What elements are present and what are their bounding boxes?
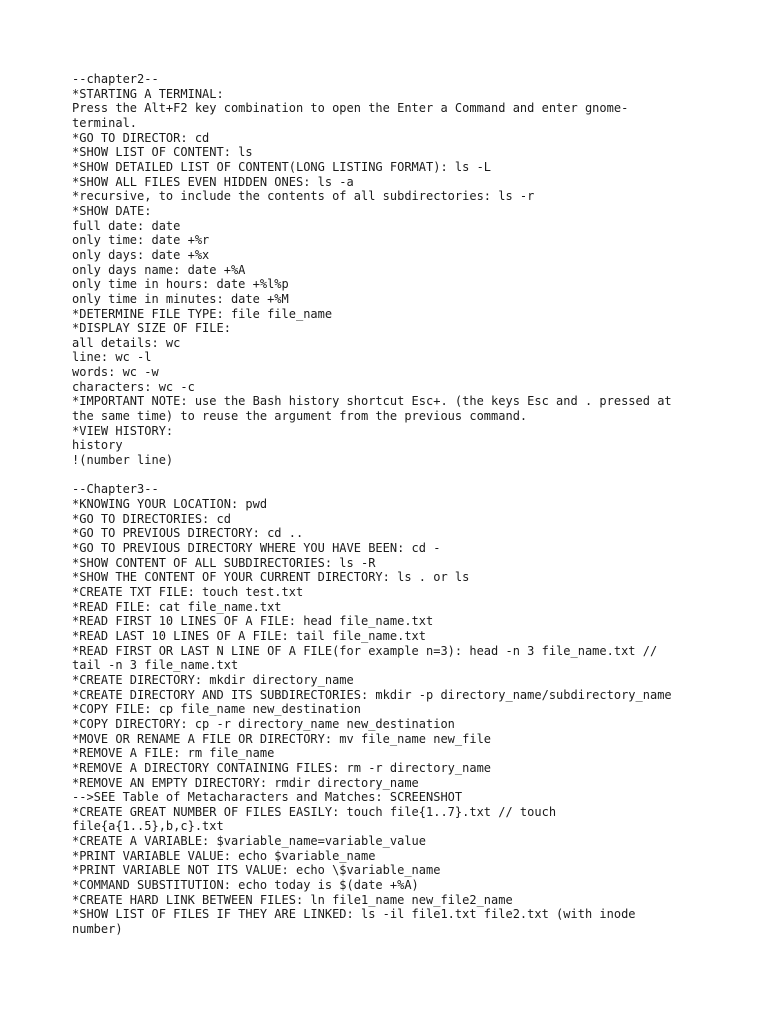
command-line: *MOVE OR RENAME A FILE OR DIRECTORY: mv file_name new_file: [72, 731, 492, 746]
section-heading: *VIEW HISTORY:: [72, 423, 174, 438]
command-line: *GO TO DIRECTOR: cd: [72, 130, 210, 145]
command-line: *REMOVE AN EMPTY DIRECTORY: rmdir directory_name: [72, 775, 419, 790]
command-line: *SHOW CONTENT OF ALL SUBDIRECTORIES: ls -R: [72, 555, 376, 570]
command-line: characters: wc -c: [72, 379, 195, 394]
document-page: [72, 72, 712, 937]
command-line: *KNOWING YOUR LOCATION: pwd: [72, 497, 268, 512]
command-line: *READ FIRST OR LAST N LINE OF A FILE(for example n=3): head -n 3 file_name.txt //: [72, 643, 658, 658]
command-line: *SHOW LIST OF CONTENT: ls: [72, 145, 253, 160]
command-line: *CREATE DIRECTORY AND ITS SUBDIRECTORIES: mkdir -p directory_name/subdirectory_name: [72, 687, 672, 702]
command-line: only days: date +%x: [72, 247, 210, 262]
command-line: only time in hours: date +%l%p: [72, 277, 289, 292]
command-line: only time in minutes: date +%M: [72, 291, 289, 306]
command-line: *SHOW DETAILED LIST OF CONTENT(LONG LISTING FORMAT): ls -L: [72, 159, 492, 174]
command-line: *COPY DIRECTORY: cp -r directory_name new_destination: [72, 716, 455, 731]
command-line: *SHOW ALL FILES EVEN HIDDEN ONES: ls -a: [72, 174, 354, 189]
command-line: *REMOVE A DIRECTORY CONTAINING FILES: rm -r directory_name: [72, 760, 492, 775]
command-line: *CREATE DIRECTORY: mkdir directory_name: [72, 672, 354, 687]
command-line: *PRINT VARIABLE VALUE: echo $variable_name: [72, 848, 376, 863]
command-line: *CREATE HARD LINK BETWEEN FILES: ln file1_name new_file2_name: [72, 892, 513, 907]
command-line: !(number line): [72, 453, 174, 468]
chapter-heading: --chapter2--: [72, 72, 159, 86]
command-line: *SHOW LIST OF FILES IF THEY ARE LINKED: ls -il file1.txt file2.txt (with inode: [72, 907, 636, 922]
command-line: *COMMAND SUBSTITUTION: echo today is $(date +%A): [72, 878, 419, 893]
command-line: *REMOVE A FILE: rm file_name: [72, 746, 275, 761]
command-line: *READ FILE: cat file_name.txt: [72, 599, 282, 614]
command-line: line: wc -l: [72, 350, 152, 365]
command-line: *PRINT VARIABLE NOT ITS VALUE: echo \$variable_name: [72, 863, 441, 878]
command-line: history: [72, 438, 123, 453]
command-line: *READ LAST 10 LINES OF A FILE: tail file_name.txt: [72, 628, 427, 643]
command-line: *GO TO PREVIOUS DIRECTORY WHERE YOU HAVE BEEN: cd -: [72, 541, 441, 555]
blank-line: [72, 468, 712, 483]
command-line: *DETERMINE FILE TYPE: file file_name: [72, 306, 333, 321]
command-line: file{a{1..5},b,c}.txt: [72, 819, 224, 834]
section-heading: *DISPLAY SIZE OF FILE:: [72, 321, 231, 336]
command-line: *recursive, to include the contents of all subdirectories: ls -r: [72, 189, 535, 204]
text-line: terminal.: [72, 115, 138, 130]
note-line: -->SEE Table of Metacharacters and Matches: SCREENSHOT: [72, 790, 463, 805]
command-line: only days name: date +%A: [72, 262, 246, 277]
command-line: number): [72, 922, 123, 937]
note-line: *IMPORTANT NOTE: use the Bash history shortcut Esc+. (the keys Esc and . pressed at: [72, 394, 672, 409]
command-line: *READ FIRST 10 LINES OF A FILE: head file_name.txt: [72, 614, 434, 629]
command-line: full date: date: [72, 218, 181, 233]
note-line: the same time) to reuse the argument from the previous command.: [72, 409, 528, 424]
section-heading: *STARTING A TERMINAL:: [72, 86, 224, 101]
command-line: *CREATE GREAT NUMBER OF FILES EASILY: touch file{1..7}.txt // touch: [72, 804, 557, 819]
command-line: all details: wc: [72, 335, 181, 350]
command-line: *COPY FILE: cp file_name new_destination: [72, 702, 361, 717]
command-line: *GO TO PREVIOUS DIRECTORY: cd ..: [72, 526, 304, 541]
command-line: words: wc -w: [72, 365, 159, 380]
command-line: only time: date +%r: [72, 233, 210, 248]
section-heading: *SHOW DATE:: [72, 203, 152, 218]
command-line: *CREATE A VARIABLE: $variable_name=variable_value: [72, 834, 427, 849]
command-line: *CREATE TXT FILE: touch test.txt: [72, 584, 304, 599]
text-line: Press the Alt+F2 key combination to open the Enter a Command and enter gnome-: [72, 101, 629, 116]
command-line: *GO TO DIRECTORIES: cd: [72, 511, 231, 526]
command-line: tail -n 3 file_name.txt: [72, 658, 239, 673]
command-line: *SHOW THE CONTENT OF YOUR CURRENT DIRECTORY: ls . or ls: [72, 570, 470, 585]
chapter-heading: --Chapter3--: [72, 482, 159, 497]
